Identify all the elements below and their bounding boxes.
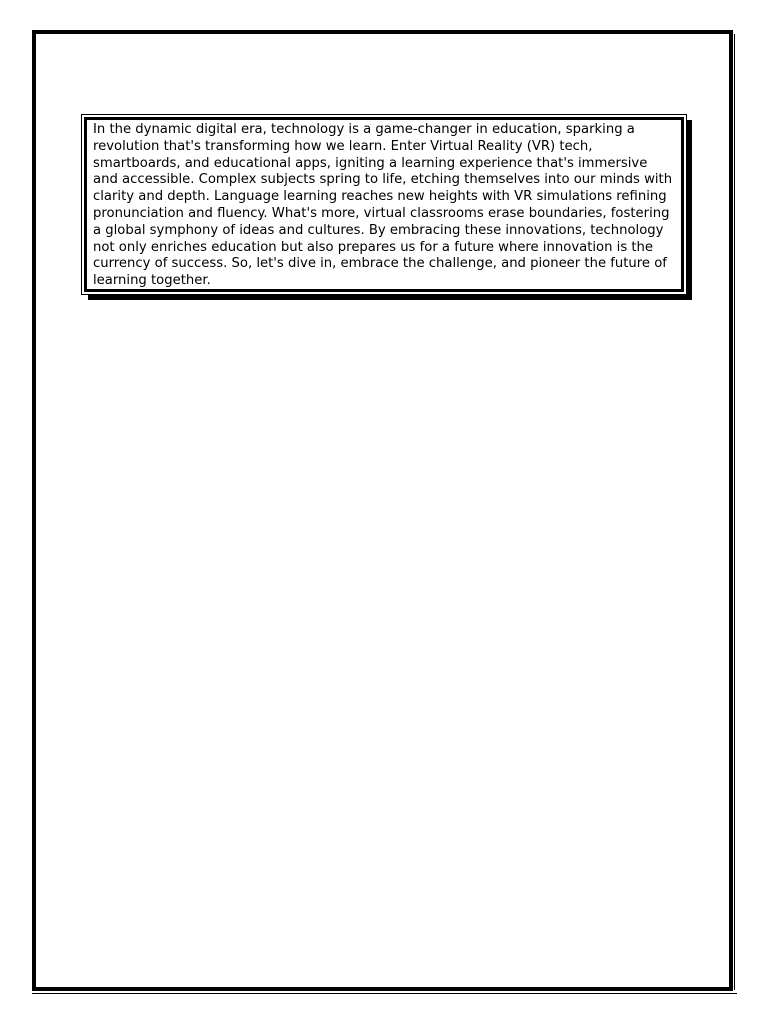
page-border-shadow-line <box>32 993 737 994</box>
text-box <box>81 114 687 295</box>
text-box-frame <box>84 117 684 292</box>
text-box-paragraph: In the dynamic digital era, technology is a game-changer in education, sparking a revolution that's transforming how we learn. Enter Virtual Reality (VR) tech, smartboards, and educational apps, igniting a learning experience that's immersive and accessible. Complex subjects spring to life, etching themselves into our minds with clarity and depth. Language learning reaches new heights with VR simulations refining pronunciation and fluency. What's more, virtual classrooms erase boundaries, fostering a global symphony of ideas and cultures. By embracing these innovations, technology not only enriches education but also prepares us for a future where innovation is the currency of success. So, let's dive in, embrace the challenge, and pioneer the future of learning together. <box>93 122 673 289</box>
